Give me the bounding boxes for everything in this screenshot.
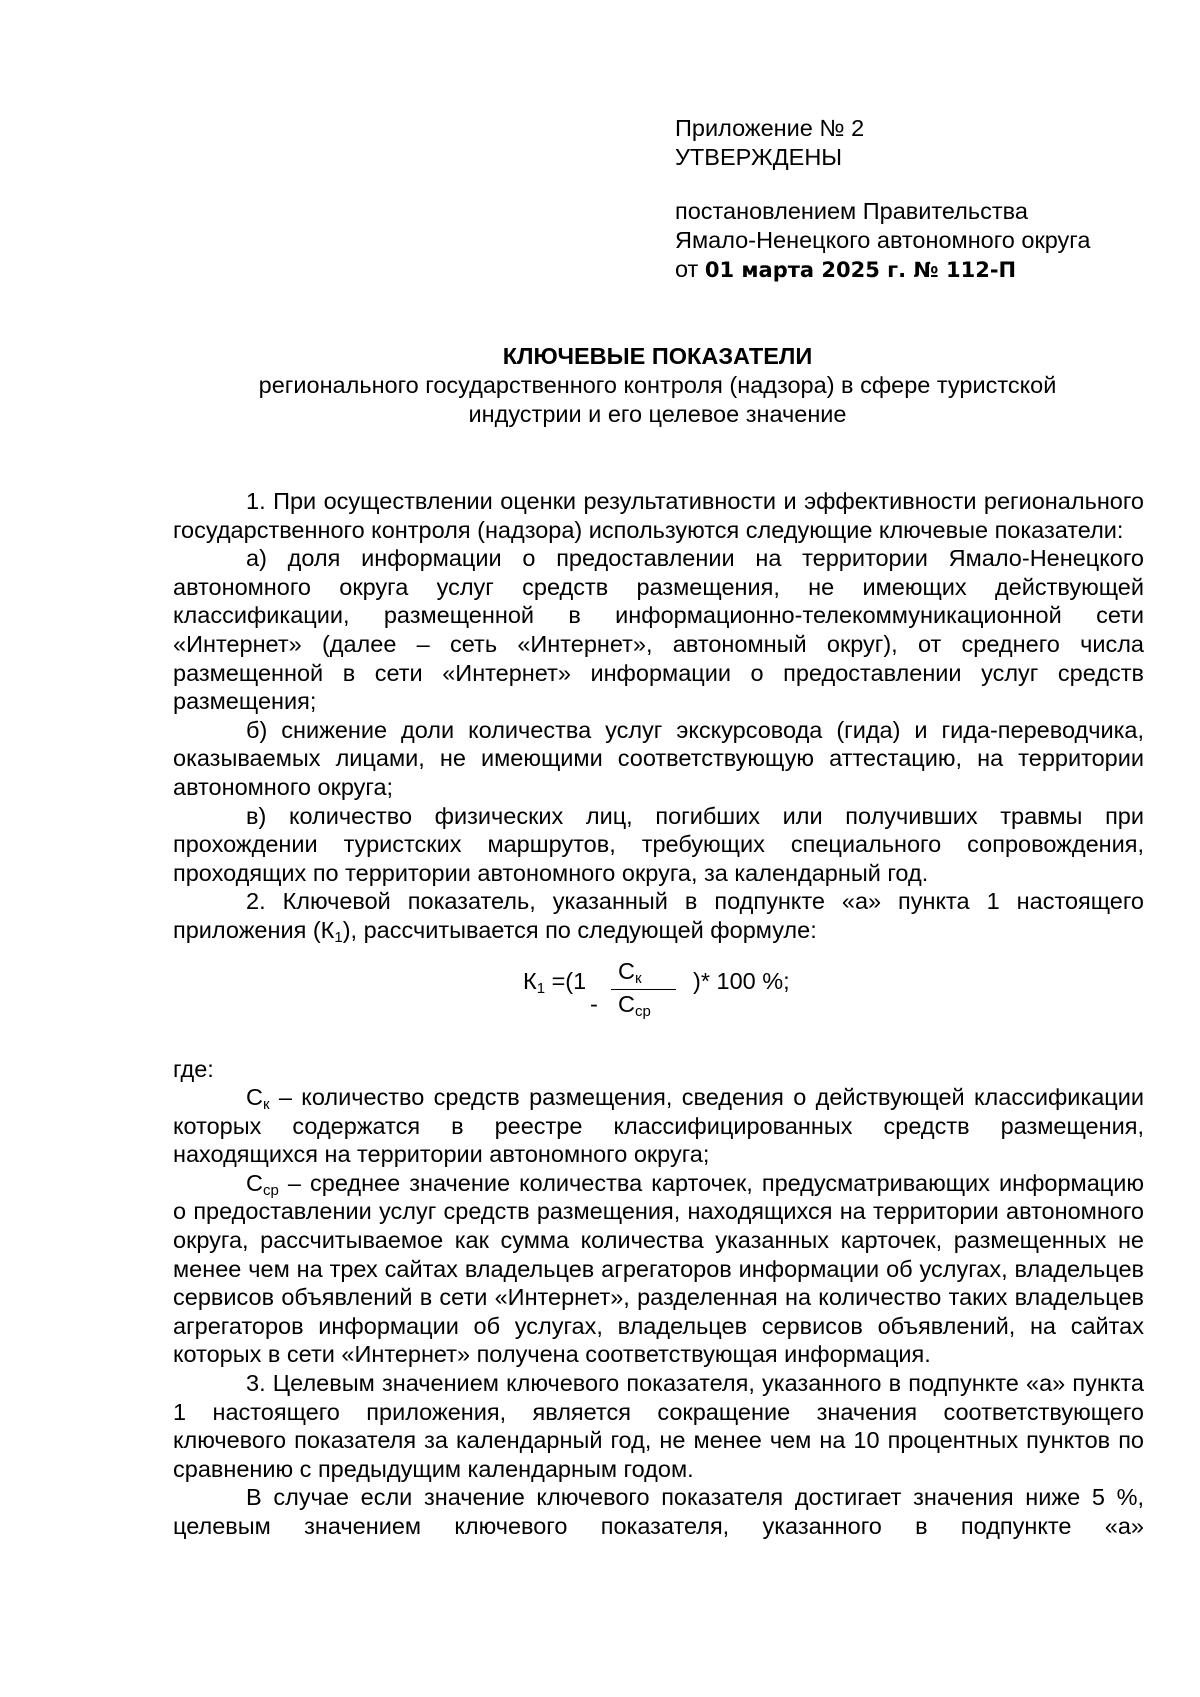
formula-denominator — [618, 990, 651, 1019]
ck-text: – количество средств размещения, сведения о действующей классификации которых содержатся в реестре классифицированных средств размещения, находящихся на территории автономного округа; — [173, 1084, 1144, 1168]
appendix-label: Приложение № 2 — [675, 115, 865, 141]
paragraph-4: В случае если значение ключевого показателя достигает значения ниже 5 %, целевым значением ключевого показателя, указанного в подпункте «а» — [173, 1484, 1144, 1539]
paragraph-b: б) снижение доли количества услуг экскурсовода (гида) и гида-переводчика, оказываемых лицами, не имеющими соответствующую аттестацию, на территории автономного округа; — [173, 716, 1144, 800]
where-label: где: — [173, 1055, 214, 1082]
approval-header — [675, 114, 1195, 285]
paragraph-2-text: 2. Ключевой показатель, указанный в подпункте «а» пункта 1 настоящего приложения (К — [173, 888, 1144, 943]
csr-sub: ср — [262, 1181, 279, 1199]
paragraph-2-sub: 1 — [334, 928, 343, 946]
formula-num-sub: к — [634, 969, 642, 987]
formula-numerator — [618, 957, 642, 986]
ck-symbol: С — [246, 1084, 263, 1111]
document-title — [170, 342, 1145, 429]
definition-csr — [173, 1169, 1144, 1369]
from-label: от — [675, 256, 699, 282]
resolution-date-line — [675, 255, 1195, 285]
paragraph-v: в) количество физических лиц, погибших или получивших травмы при прохождении туристских маршрутов, требующих специального сопровождения, проходящих по территории автономного округа, за календарный год. — [173, 802, 1144, 886]
resolution-date-number: 01 марта 2025 г. № 112-П — [704, 258, 1017, 282]
formula-k1 — [173, 945, 1144, 1055]
formula-den-c: С — [618, 990, 635, 1017]
formula-minus: - — [590, 990, 598, 1017]
approved-label: УТВЕРЖДЕНЫ — [675, 144, 843, 170]
paragraph-3: 3. Целевым значением ключевого показателя, указанного в подпункте «а» пункта 1 настоящего приложения, является сокращение значения соответствующего ключевого показателя за календарный год, не менее чем на 10 процентных пунктов по сравнению с предыдущим календарным годом. — [173, 1370, 1144, 1482]
formula-eq: =(1 — [545, 967, 587, 994]
title-sub-1: регионального государственного контроля (надзора) в сфере туристской — [258, 372, 1057, 398]
formula-lhs — [523, 967, 586, 996]
formula-k-sub: 1 — [536, 979, 546, 997]
paragraph-1: 1. При осуществлении оценки результативности и эффективности регионального государственного контроля (надзора) используются следующие ключевые показатели: — [173, 488, 1144, 543]
formula-k: К — [523, 967, 537, 994]
paragraph-a: а) доля информации о предоставлении на территории Ямало-Ненецкого автономного округа услуг средств размещения, не имеющих действующей классификации, размещенной в информационно-телекоммуникационной сети «Интернет» (далее – сеть «Интернет», автономный округ), от среднего числа размещенной в сети «Интернет» информации о предоставлении услуг средств размещения; — [173, 545, 1144, 715]
paragraph-2 — [173, 887, 1144, 944]
formula-num-c: С — [618, 957, 635, 984]
title-sub-2: индустрии и его целевое значение — [468, 401, 847, 427]
formula-tail: )* 100 %; — [693, 967, 790, 994]
document-body — [173, 487, 1144, 1541]
ck-sub: к — [262, 1096, 270, 1114]
resolution-line-2: Ямало-Ненецкого автономного округа — [675, 227, 1091, 253]
title-main: КЛЮЧЕВЫЕ ПОКАЗАТЕЛИ — [502, 343, 813, 369]
paragraph-2-text-end: ), рассчитывается по следующей формуле: — [342, 916, 817, 943]
formula-den-sub: ср — [634, 1002, 651, 1020]
definition-ck — [173, 1083, 1144, 1169]
csr-text: – среднее значение количества карточек, предусматривающих информацию о предоставлении услуг средств размещения, находящихся на территории автономного округа, рассчитываемое как сумма количества указанных карточек, размещенных не менее чем на трех сайтах владельцев агрегаторов информации об услугах, владельцев сервисов объявлений в сети «Интернет», разделенная на количество таких владельцев агрегаторов информации об услугах, владельцев сервисов объявлений, на сайтах которых в сети «Интернет» получена соответствующая информация. — [173, 1169, 1144, 1368]
resolution-line-1: постановлением Правительства — [675, 198, 1028, 224]
csr-symbol: С — [246, 1169, 263, 1196]
